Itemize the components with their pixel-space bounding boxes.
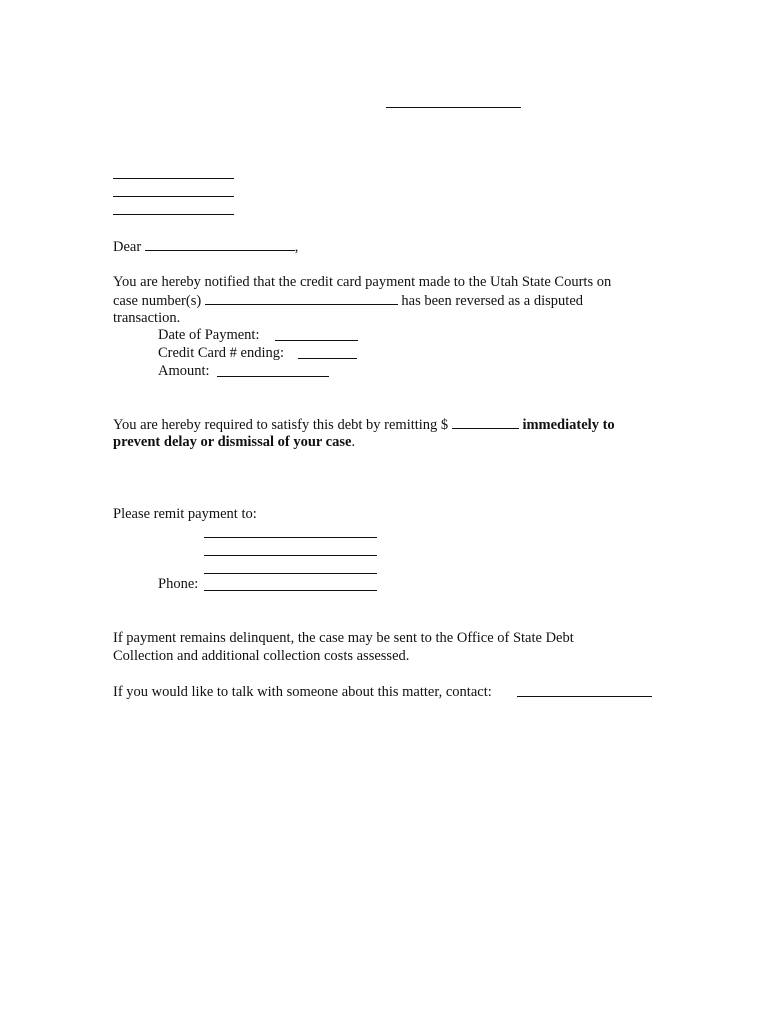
amount-label: Amount: <box>158 363 210 379</box>
recipient-address-line-3[interactable] <box>113 214 234 215</box>
date-of-payment-row <box>158 326 259 344</box>
remit-address-line-2[interactable] <box>204 555 377 556</box>
remit-address-line-1[interactable] <box>204 537 377 538</box>
notice-line-1: You are hereby notified that the credit card payment made to the Utah State Courts on <box>113 274 612 290</box>
phone-field[interactable] <box>204 590 377 591</box>
delinquent-line-2: Collection and additional collection costs assessed. <box>113 648 410 664</box>
requirement-bold-2: prevent delay or dismissal of your case <box>113 434 352 450</box>
remit-label: Please remit payment to: <box>113 506 257 522</box>
case-number-field[interactable] <box>205 291 398 305</box>
salutation-comma: , <box>294 239 299 255</box>
remit-amount-field[interactable] <box>452 415 519 429</box>
recipient-address-line-1[interactable] <box>113 178 234 179</box>
phone-label: Phone: <box>158 576 199 592</box>
contact-text: If you would like to talk with someone about this matter, contact: <box>113 684 492 700</box>
amount-row <box>158 362 210 380</box>
date-of-payment-field[interactable] <box>275 340 358 341</box>
case-number-label: case number(s) <box>113 293 202 309</box>
recipient-address-line-2[interactable] <box>113 196 234 197</box>
salutation <box>113 237 298 256</box>
notice-line-2-suffix: has been reversed as a disputed <box>401 293 584 309</box>
date-of-payment-label: Date of Payment: <box>158 327 260 343</box>
requirement-line-1 <box>113 415 615 434</box>
date-field[interactable] <box>386 107 521 108</box>
requirement-bold-1: immediately to <box>522 417 615 433</box>
card-ending-label: Credit Card # ending: <box>158 345 285 361</box>
salutation-dear: Dear <box>113 239 142 255</box>
card-ending-field[interactable] <box>298 358 357 359</box>
card-ending-row <box>158 344 284 362</box>
requirement-period: . <box>351 434 356 450</box>
remit-address-line-3[interactable] <box>204 573 377 574</box>
delinquent-line-1: If payment remains delinquent, the case may be sent to the Office of State Debt <box>113 630 574 646</box>
notice-line-2 <box>113 291 583 310</box>
recipient-name-field[interactable] <box>145 237 295 251</box>
contact-field[interactable] <box>517 696 652 697</box>
requirement-text: You are hereby required to satisfy this debt by remitting $ <box>113 417 449 433</box>
amount-field[interactable] <box>217 376 329 377</box>
notice-line-3: transaction. <box>113 310 181 326</box>
requirement-line-2 <box>113 433 355 451</box>
